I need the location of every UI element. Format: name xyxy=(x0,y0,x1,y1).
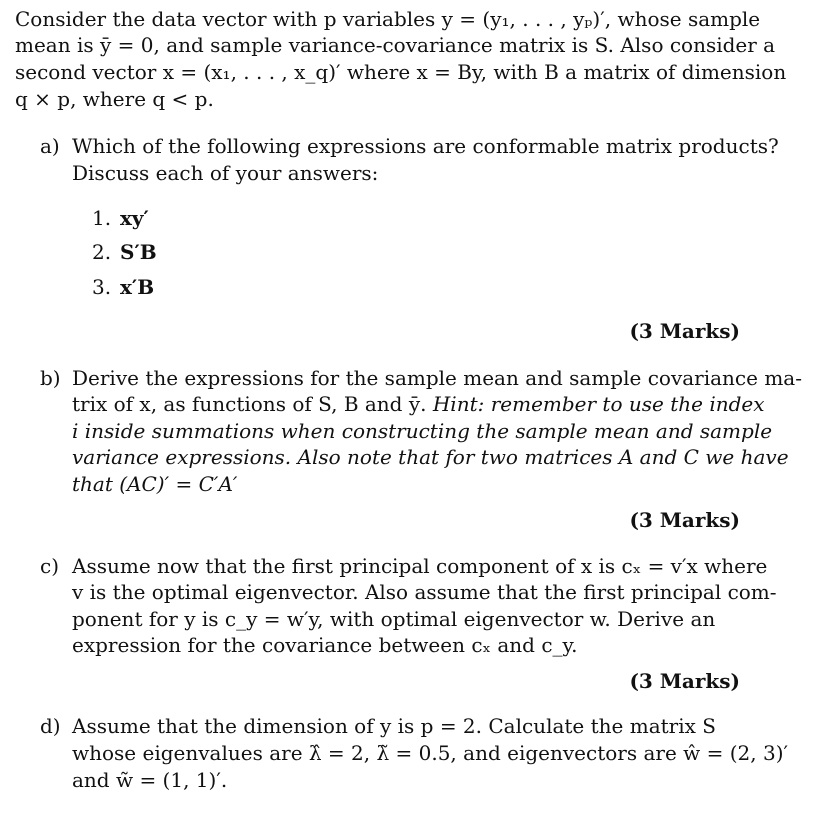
part-d-line-2: whose eigenvalues are λ̂ = 2, λ̃ = 0.5, and eigenvectors are ŵ = (2, 3)′ xyxy=(72,741,789,765)
part-a-label: a) xyxy=(40,134,60,158)
intro-line-2: mean is ȳ = 0, and sample variance-covariance matrix is S. Also consider a xyxy=(15,33,776,57)
part-b-marks: (3 Marks) xyxy=(629,508,740,532)
part-d-line-1: Assume that the dimension of y is p = 2. Calculate the matrix S xyxy=(72,714,716,738)
intro-line-4: q × p, where q < p. xyxy=(15,87,214,111)
intro-line-1: Consider the data vector with p variables y = (y₁, . . . , yₚ)′, whose sample xyxy=(15,7,761,31)
part-a-line-2: Discuss each of your answers: xyxy=(72,161,379,185)
part-b-label: b) xyxy=(40,366,61,390)
part-b-line-2 xyxy=(72,391,765,417)
part-c-line-3: ponent for y is c_y = w′y, with optimal eigenvector w. Derive an xyxy=(72,607,716,631)
part-b-line-2-main: trix of x, as functions of S, B and ȳ. xyxy=(72,392,427,416)
part-d-label: d) xyxy=(40,714,61,738)
part-b-line-1: Derive the expressions for the sample mean and sample covariance ma- xyxy=(72,366,802,390)
item-3-number: 3. xyxy=(92,275,112,299)
part-c-line-2: v is the optimal eigenvector. Also assume that the first principal com- xyxy=(72,580,777,604)
part-c-line-4: expression for the covariance between cₓ and c_y. xyxy=(72,633,578,657)
intro-line-3: second vector x = (x₁, . . . , x_q)′ where x = By, with B a matrix of dimension xyxy=(15,60,787,84)
item-2-number: 2. xyxy=(92,240,112,264)
part-a-marks: (3 Marks) xyxy=(629,319,740,343)
item-1-expression: xy′ xyxy=(120,206,149,230)
part-b-line-5: that (AC)′ = C′A′ xyxy=(72,472,238,496)
part-b-line-4: variance expressions. Also note that for two matrices A and C we have xyxy=(72,445,789,469)
item-3-expression: x′B xyxy=(120,275,155,299)
part-a-line-1: Which of the following expressions are conformable matrix products? xyxy=(72,134,779,158)
part-c-label: c) xyxy=(40,554,60,578)
part-b-line-3: i inside summations when constructing the sample mean and sample xyxy=(72,419,773,443)
part-c-marks: (3 Marks) xyxy=(629,669,740,693)
part-c-line-1: Assume now that the first principal component of x is cₓ = v′x where xyxy=(72,554,768,578)
item-2-expression: S′B xyxy=(120,240,157,264)
item-1-number: 1. xyxy=(92,206,112,230)
part-b-hint-start: Hint: remember to use the index xyxy=(432,392,765,416)
part-d-line-3: and w̃ = (1, 1)′. xyxy=(72,768,228,792)
